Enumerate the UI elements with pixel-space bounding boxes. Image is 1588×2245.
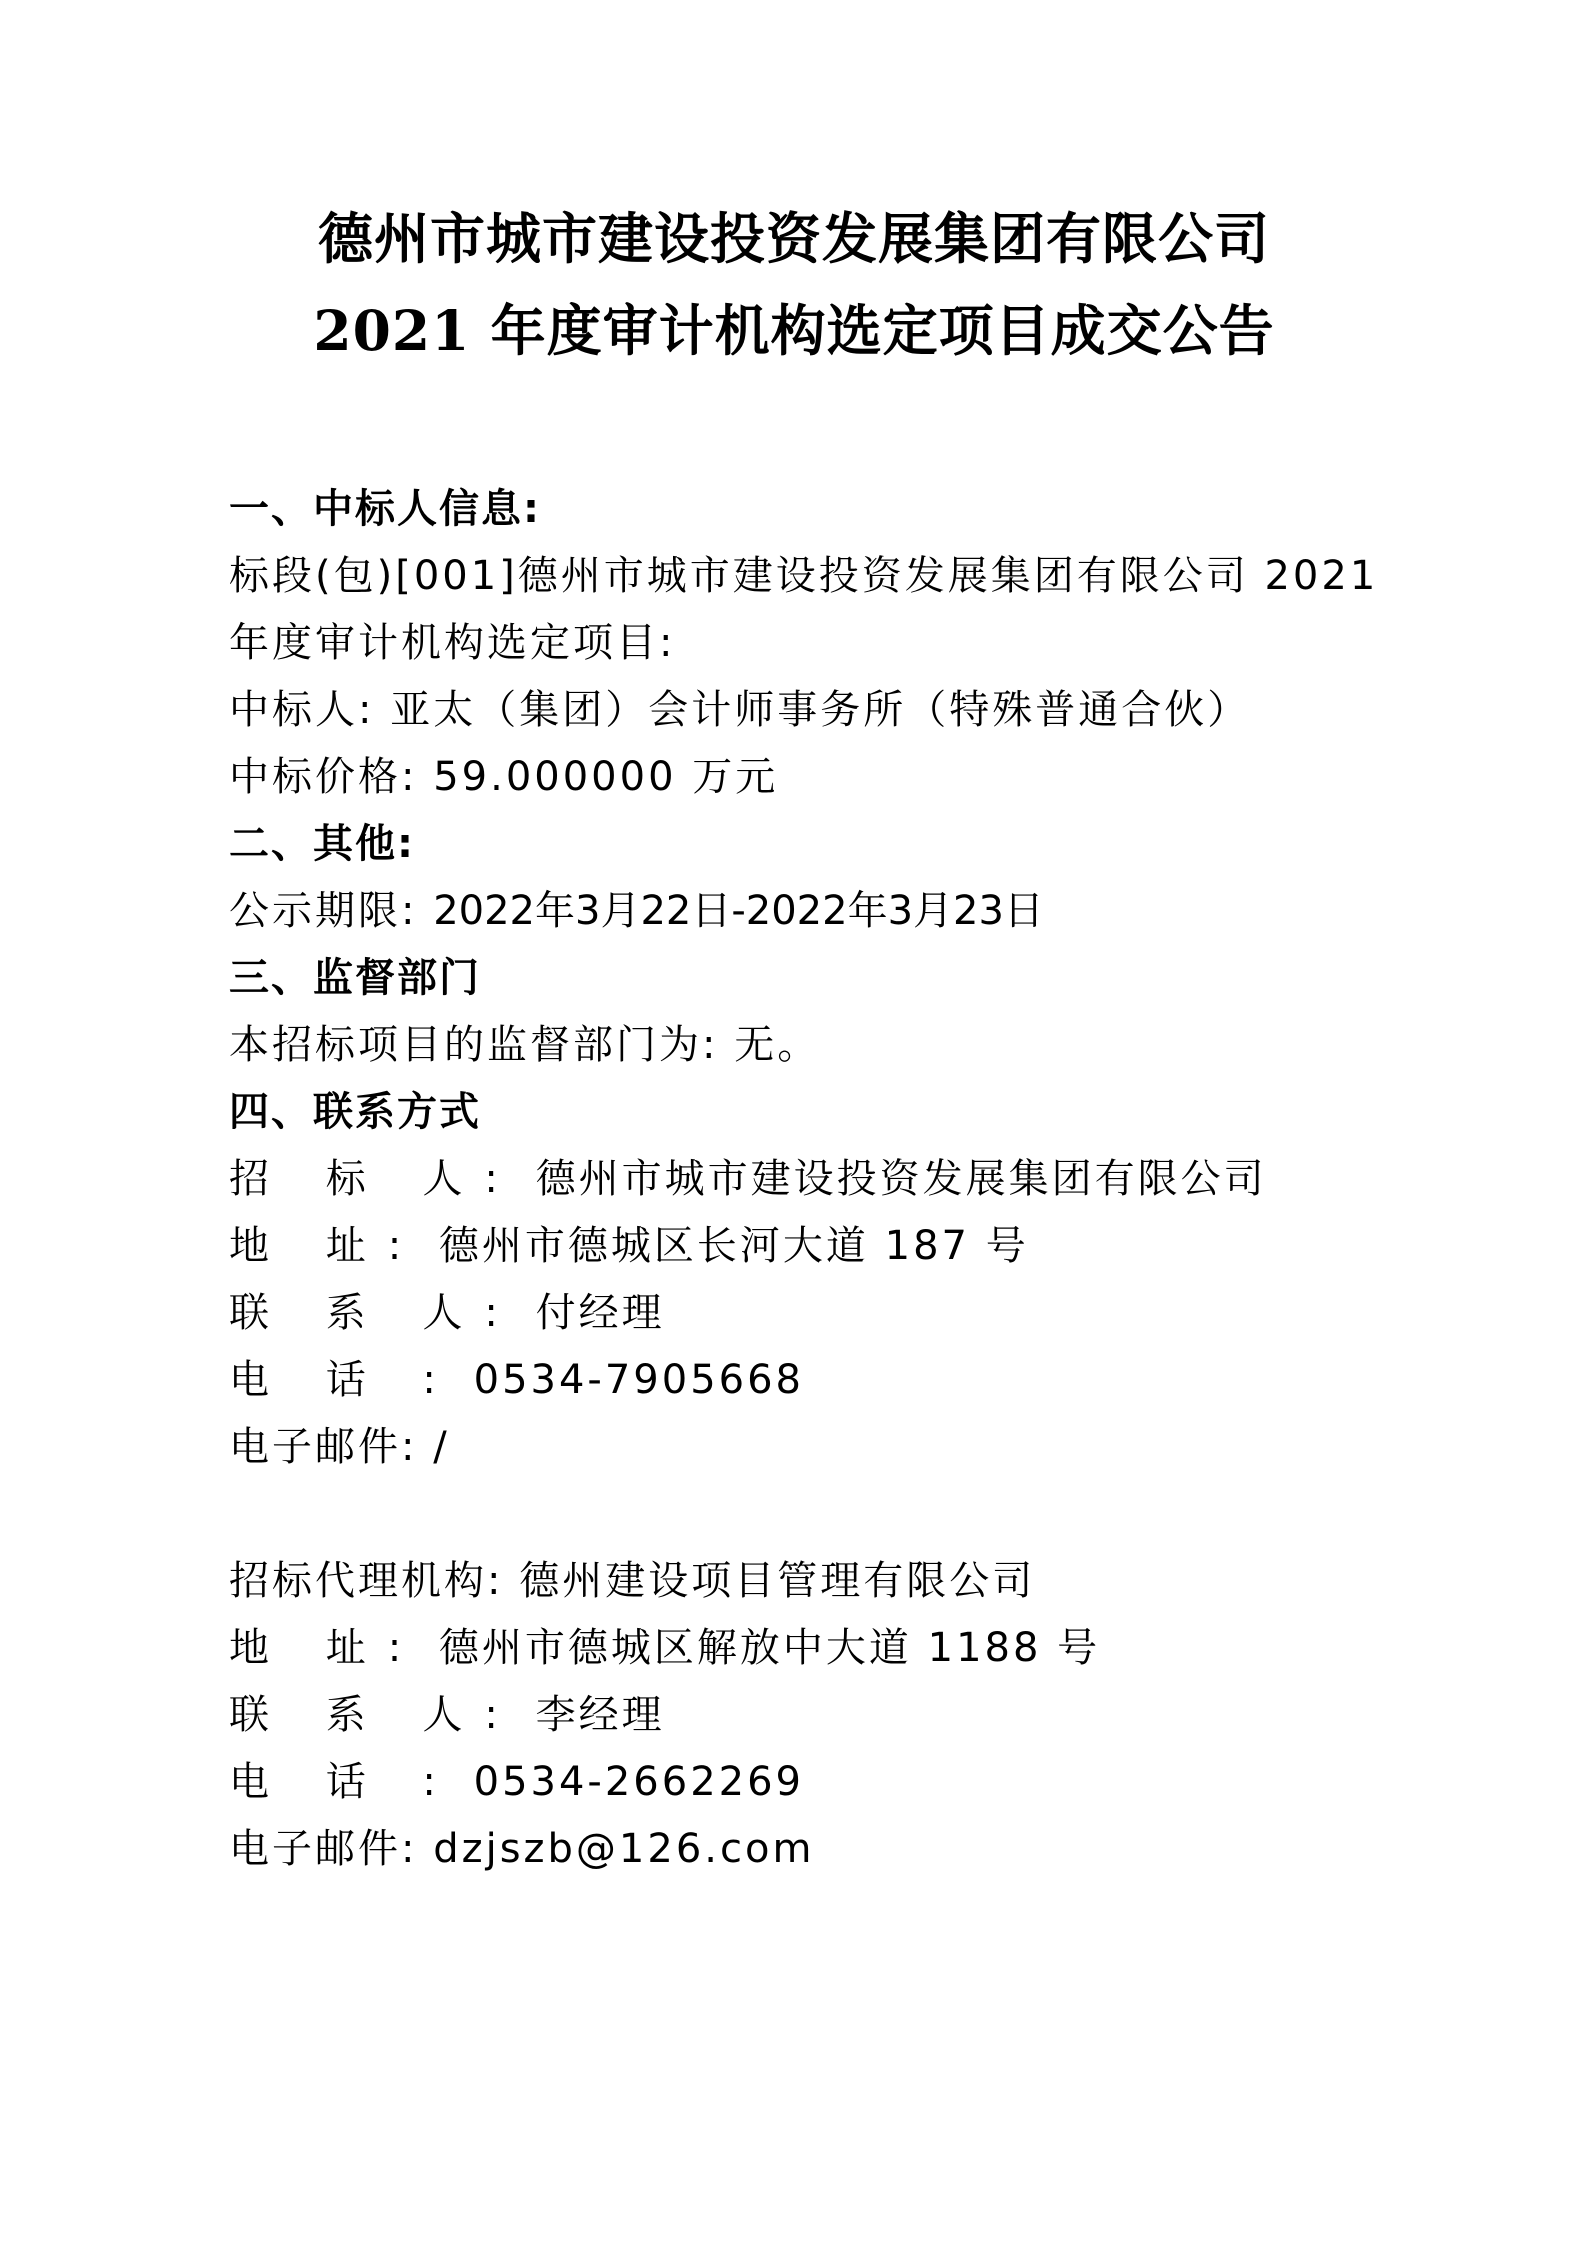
agency-name-row <box>229 1548 1389 1615</box>
agency-phone-label: 电 话 : <box>229 1759 458 1805</box>
agency-address-label: 地 址: <box>229 1625 424 1671</box>
agency-contact-label: 联 系 人: <box>229 1692 520 1738</box>
agency-name-label: 招标代理机构: <box>229 1558 504 1604</box>
price-row <box>229 744 1389 811</box>
section1-heading: 一、中标人信息: <box>229 486 541 532</box>
package-line1: 标段(包)[001]德州市城市建设投资发展集团有限公司 2021 <box>229 553 1379 599</box>
tenderer-name-label: 招 标 人: <box>229 1156 520 1202</box>
tenderer-contact-row <box>229 1280 1389 1347</box>
tenderer-contact-value: 付经理 <box>535 1290 665 1336</box>
price-label: 中标价格: <box>229 754 418 800</box>
tenderer-name-value: 德州市城市建设投资发展集团有限公司 <box>535 1156 1267 1202</box>
period-value: 2022年3月22日-2022年3月23日 <box>433 888 1044 934</box>
tenderer-email-value: / <box>433 1424 450 1470</box>
tenderer-phone-row <box>229 1347 1389 1414</box>
tenderer-address-row <box>229 1213 1389 1280</box>
section4-heading: 四、联系方式 <box>229 1089 481 1135</box>
spacer <box>229 1481 1389 1548</box>
section2-heading: 二、其他: <box>229 821 415 867</box>
winner-label: 中标人: <box>229 687 375 733</box>
agency-email-label: 电子邮件: <box>229 1826 418 1872</box>
agency-phone-value: 0534-2662269 <box>473 1759 804 1805</box>
tenderer-email-row <box>229 1414 1389 1481</box>
agency-email-value: dzjszb@126.com <box>433 1826 815 1872</box>
agency-contact-row <box>229 1682 1389 1749</box>
winner-row <box>229 677 1389 744</box>
package-line2: 年度审计机构选定项目: <box>229 620 676 666</box>
agency-email-row <box>229 1816 1389 1883</box>
price-value: 59.000000 万元 <box>433 754 779 800</box>
agency-phone-row <box>229 1749 1389 1816</box>
period-row <box>229 878 1389 945</box>
tenderer-name-row <box>229 1146 1389 1213</box>
agency-address-row <box>229 1615 1389 1682</box>
section3-heading: 三、监督部门 <box>229 955 481 1001</box>
supervision-text: 本招标项目的监督部门为: 无。 <box>229 1022 821 1068</box>
tenderer-contact-label: 联 系 人: <box>229 1290 520 1336</box>
tenderer-phone-value: 0534-7905668 <box>473 1357 804 1403</box>
document-body <box>229 476 1389 1883</box>
tenderer-address-value: 德州市德城区长河大道 187 号 <box>438 1223 1029 1269</box>
tenderer-address-label: 地 址: <box>229 1223 424 1269</box>
agency-address-value: 德州市德城区解放中大道 1188 号 <box>438 1625 1101 1671</box>
agency-contact-value: 李经理 <box>535 1692 665 1738</box>
tenderer-phone-label: 电 话 : <box>229 1357 458 1403</box>
agency-name-value: 德州建设项目管理有限公司 <box>519 1558 1036 1604</box>
period-label: 公示期限: <box>229 888 418 934</box>
document-title-line1: 德州市城市建设投资发展集团有限公司 <box>317 206 1270 271</box>
winner-value: 亚太（集团）会计师事务所（特殊普通合伙） <box>390 687 1251 733</box>
document-title-line2: 2021 年度审计机构选定项目成交公告 <box>313 298 1275 363</box>
tenderer-email-label: 电子邮件: <box>229 1424 418 1470</box>
